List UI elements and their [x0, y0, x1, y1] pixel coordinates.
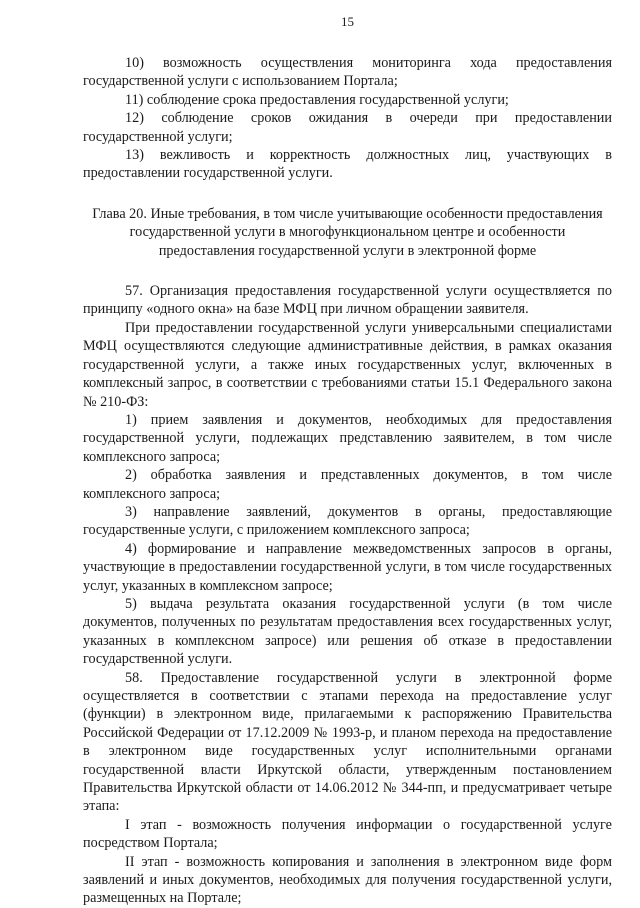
list-item: 12) соблюдение сроков ожидания в очереди при предоставлении государственной услуги; [83, 110, 612, 145]
paragraph-58: 58. Предоставление государственной услуги в электронной форме осуществляется в соответствии с этапами перехода на предоставление услуг (функции) в электронном виде, прилагаемыми к распоряжению Правительства Российской Федерации от 17.12.2009 № 1993-р, и планом перехода на предоставление в электронном виде государственных услуг исполнительными органами государственной власти Иркутской области, утвержденным постановлением Правительства Иркутской области от 14.06.2012 № 344-пп, и предусматривает четыре этапа: [83, 669, 612, 815]
page-number: 15 [341, 14, 354, 29]
list-item: I этап - возможность получения информации о государственной услуге посредством Портала; [83, 816, 612, 852]
chapter-title: Глава 20. Иные требования, в том числе учитывающие особенности предоставления государственной услуги в многофункциональном центре и особенности предоставления государственной услуги в электронной форме [92, 205, 603, 259]
list-item: 4) формирование и направление межведомственных запросов в органы, участвующие в предоставлении государственной услуги, в том числе государственных услуг, указанных в комплексном запросе; [83, 540, 612, 594]
list-item: 11) соблюдение срока предоставления государственной услуги; [125, 91, 509, 108]
list-item: 10) возможность осуществления мониторинга хода предоставления государственной услуги с использованием Портала; [83, 55, 612, 90]
list-item: 1) прием заявления и документов, необходимых для предоставления государственной услуги, подлежащих представлению заявителем, в том числе комплексного запроса; [83, 411, 612, 465]
list-item: II этап - возможность копирования и заполнения в электронном виде форм заявлений и иных документов, необходимых для получения государственной услуги, размещенных на Портале; [83, 853, 612, 907]
list-item: 3) направление заявлений, документов в органы, предоставляющие государственные услуги, с приложением комплексного запроса; [83, 503, 612, 539]
list-item: 5) выдача результата оказания государственной услуги (в том числе документов, полученных по результатам предоставления всех государственных услуг, указанных в комплексном запросе) или решения об отказе в предоставлении государственной услуги. [83, 595, 612, 668]
list-item: 2) обработка заявления и представленных документов, в том числе комплексного запроса; [83, 467, 612, 502]
paragraph-57: 57. Организация предоставления государственной услуги осуществляется по принципу «одного окна» на базе МФЦ при личном обращении заявителя. [83, 283, 612, 318]
list-item: 13) вежливость и корректность должностных лиц, участвующих в предоставлении государственной услуги. [83, 147, 612, 182]
paragraph-mfc: При предоставлении государственной услуги универсальными специалистами МФЦ осуществляются следующие административные действия, в рамках оказания государственной услуги, а также иных государственных услуг, включенных в комплексный запрос, в соответствии с требованиями статьи 15.1 Федерального закона № 210-ФЗ: [83, 319, 612, 410]
